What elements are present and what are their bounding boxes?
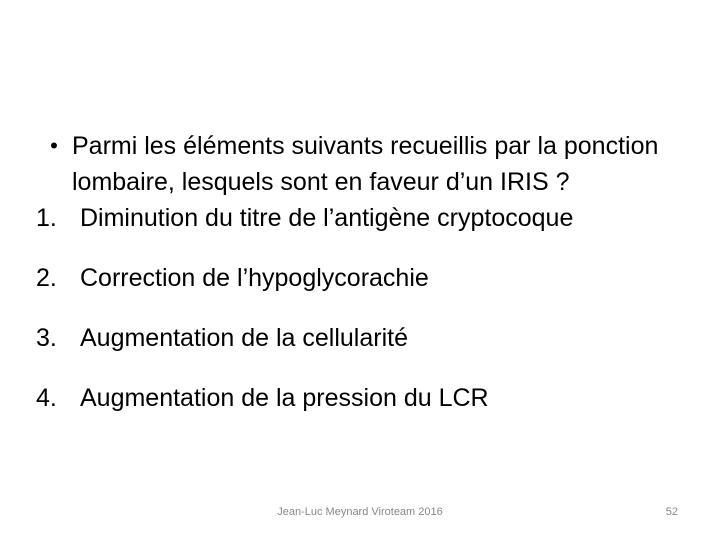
option-number: 3. [36,324,57,352]
option-1 [36,200,696,236]
option-2 [36,260,696,296]
option-text: Correction de l’hypoglycorachie [80,264,429,292]
option-number: 1. [36,204,57,232]
option-number: 4. [36,384,57,412]
slide-content [36,128,696,416]
option-text: Diminution du titre de l’antigène cryptocoque [80,204,574,232]
option-4 [36,380,696,416]
question-text: Parmi les éléments suivants recueillis par la ponction lombaire, lesquels sont en faveur d’un IRIS ? [72,132,659,196]
question-bullet [36,128,696,200]
option-text: Augmentation de la cellularité [80,324,408,352]
option-number: 2. [36,264,57,292]
bullet-icon: • [50,133,58,158]
footer-author: Jean-Luc Meynard Viroteam 2016 [277,506,443,518]
answer-options [36,200,696,416]
option-3 [36,320,696,356]
option-text: Augmentation de la pression du LCR [80,384,489,412]
page-number: 52 [665,506,678,518]
